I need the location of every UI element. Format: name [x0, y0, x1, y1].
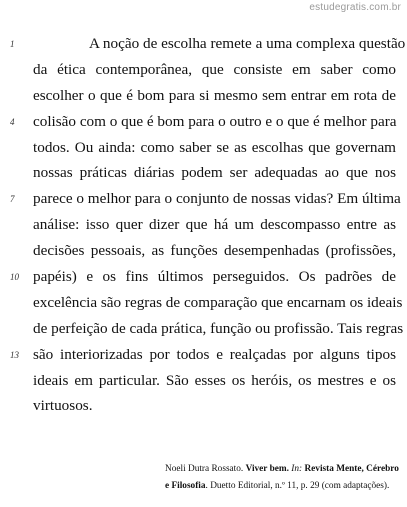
citation-line: [165, 461, 399, 478]
line-text: parece o melhor para o conjunto de nossas vidas? Em última: [33, 190, 401, 208]
site-watermark: estudegratis.com.br: [309, 2, 401, 13]
citation-in-label: In:: [291, 464, 303, 474]
line-text: escolher o que é bom para si mesmo sem entrar em rota de: [33, 86, 396, 104]
text-line: [0, 290, 407, 316]
text-line: [0, 135, 407, 161]
text-line: [0, 83, 407, 109]
line-text: são interiorizadas por todos e realçadas por alguns tipos: [33, 345, 396, 363]
line-number: 4: [10, 116, 15, 127]
text-line: [0, 368, 407, 394]
line-text: papéis) e os fins últimos perseguidos. Os padrões de: [33, 268, 396, 286]
citation-journal-continued: e Filosofia: [165, 481, 206, 491]
text-line: [0, 316, 407, 342]
citation-details: . Duetto Editorial, n.º 11, p. 29 (com adaptações).: [205, 481, 390, 491]
citation-line: [165, 478, 395, 495]
citation-author: Noeli Dutra Rossato.: [165, 464, 244, 474]
line-number: 7: [10, 194, 15, 205]
text-line: [0, 109, 407, 135]
line-text: de perfeição de cada prática, função ou profissão. Tais regras: [33, 319, 404, 337]
line-text: nossas práticas diárias podem ser adequadas ao que nos: [33, 164, 396, 182]
line-text: decisões pessoais, as funções desempenhadas (profissões,: [33, 242, 396, 260]
citation-journal: Revista Mente, Cérebro: [304, 464, 399, 474]
text-line: [0, 264, 407, 290]
text-line: [0, 212, 407, 238]
line-number: 10: [10, 272, 19, 283]
line-number: 1: [10, 39, 15, 49]
line-text: colisão com o que é bom para o outro e o que é melhor para: [33, 112, 397, 130]
text-line: [0, 160, 407, 186]
line-text: da ética contemporânea, que consiste em saber como: [33, 60, 396, 78]
line-text: todos. Ou ainda: como saber se as escolhas que governam: [33, 138, 396, 156]
line-number: 13: [10, 349, 19, 360]
text-line: [0, 393, 407, 419]
line-text: excelência são regras de comparação que encarnam os ideais: [33, 293, 403, 311]
line-text: análise: isso quer dizer que há um descompasso entre as: [33, 216, 396, 234]
text-line: [0, 31, 407, 57]
passage-text: [0, 31, 407, 419]
text-line: [0, 186, 407, 212]
line-text: ideais em particular. São esses os heróis, os mestres e os: [33, 371, 396, 389]
citation-title: Viver bem.: [245, 464, 289, 474]
source-citation: [165, 461, 399, 495]
text-line: [0, 342, 407, 368]
line-text: A noção de escolha remete a uma complexa questão: [89, 35, 406, 52]
text-line: [0, 238, 407, 264]
text-line: [0, 57, 407, 83]
line-text: virtuosos.: [33, 397, 93, 415]
